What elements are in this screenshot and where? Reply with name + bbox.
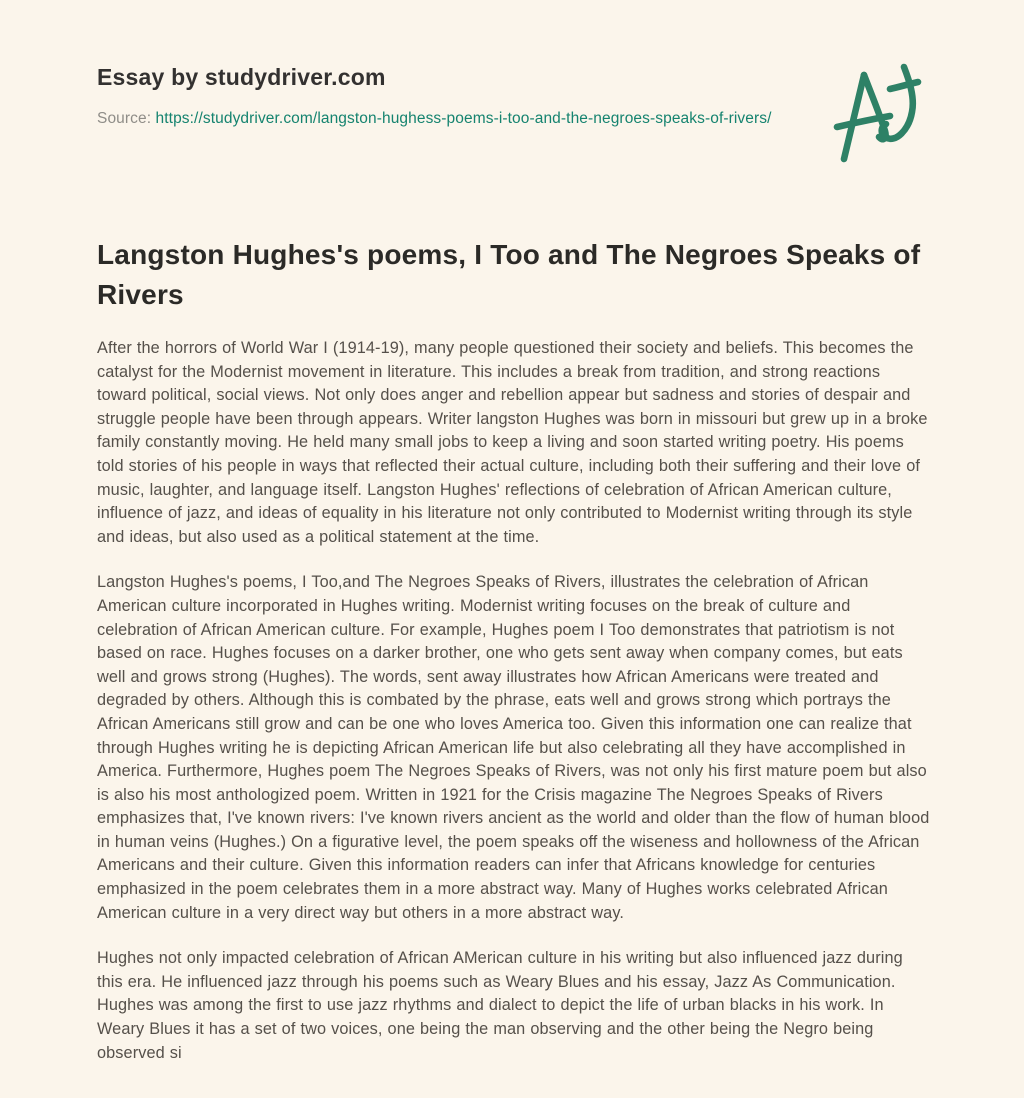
source-label: Source: xyxy=(97,110,152,127)
essay-content xyxy=(97,235,930,1065)
essay-body xyxy=(97,337,930,1065)
logo-a-left-stroke xyxy=(844,75,864,159)
source-line xyxy=(97,107,775,131)
essay-paragraph-1: After the horrors of World War I (1914-19), many people questioned their society and beliefs. This becomes the catalyst for the Modernist movement in literature. This includes a break from tradition, and strong reactions toward political, social views. Not only does anger and rebellion appear but sadness and stories of despair and struggle people have been through appears. Writer langston Hughes was born in missouri but grew up in a broke family constantly moving. He held many small jobs to keep a living and soon started writing poetry. His poems told stories of his people in ways that reflected their actual culture, including both their suffering and their love of music, laughter, and language itself. Langston Hughes' reflections of celebration of African American culture, influence of jazz, and ideas of equality in his literature not only contributed to Modernist writing through its style and ideas, but also used as a political statement at the time. xyxy=(97,339,928,546)
source-link[interactable]: https://studydriver.com/langston-hughess-poems-i-too-and-the-negroes-speaks-of-rivers/ xyxy=(155,110,772,127)
essay-paragraph-3: Hughes not only impacted celebration of African AMerican culture in his writing but also influenced jazz during this era. He influenced jazz through his poems such as Weary Blues and his essay, Jazz As Communication. Hughes was among the first to use jazz rhythms and dialect to depict the life of urban blacks in his work. In Weary Blues it has a set of two voices, one being the man observing and the other being the Negro being observed si xyxy=(97,949,903,1062)
essay-title: Langston Hughes's poems, I Too and The Negroes Speaks of Rivers xyxy=(97,239,921,310)
studydriver-a-plus-logo-icon xyxy=(834,64,926,164)
page-header xyxy=(97,64,930,131)
site-title: Essay by studydriver.com xyxy=(97,64,386,90)
essay-paragraph-2: Langston Hughes's poems, I Too,and The Negroes Speaks of Rivers, illustrates the celebration of African American culture incorporated in Hughes writing. Modernist writing focuses on the break of culture and celebration of African American culture. For example, Hughes poem I Too demonstrates that patriotism is not based on race. Hughes focuses on a darker brother, one who gets sent away when company comes, but eats well and grows strong (Hughes). The words, sent away illustrates how African Americans were treated and degraded by others. Although this is combated by the phrase, eats well and grows strong which portrays the African Americans still grow and can be one who loves America too. Given this information one can realize that through Hughes writing he is depicting African American life but also celebrating all they have accomplished in America. Furthermore, Hughes poem The Negroes Speaks of Rivers, was not only his first mature poem but also is also his most anthologized poem. Written in 1921 for the Crisis magazine The Negroes Speaks of Rivers emphasizes that, I've known rivers: I've known rivers ancient as the world and older than the flow of human blood in human veins (Hughes.) On a figurative level, the poem speaks off the wiseness and hollowness of the African Americans and their culture. Given this information readers can infer that Africans knowledge for centuries emphasized in the poem celebrates them in a more abstract way. Many of Hughes works celebrated African American culture in a very direct way but others in a more abstract way. xyxy=(97,573,930,922)
